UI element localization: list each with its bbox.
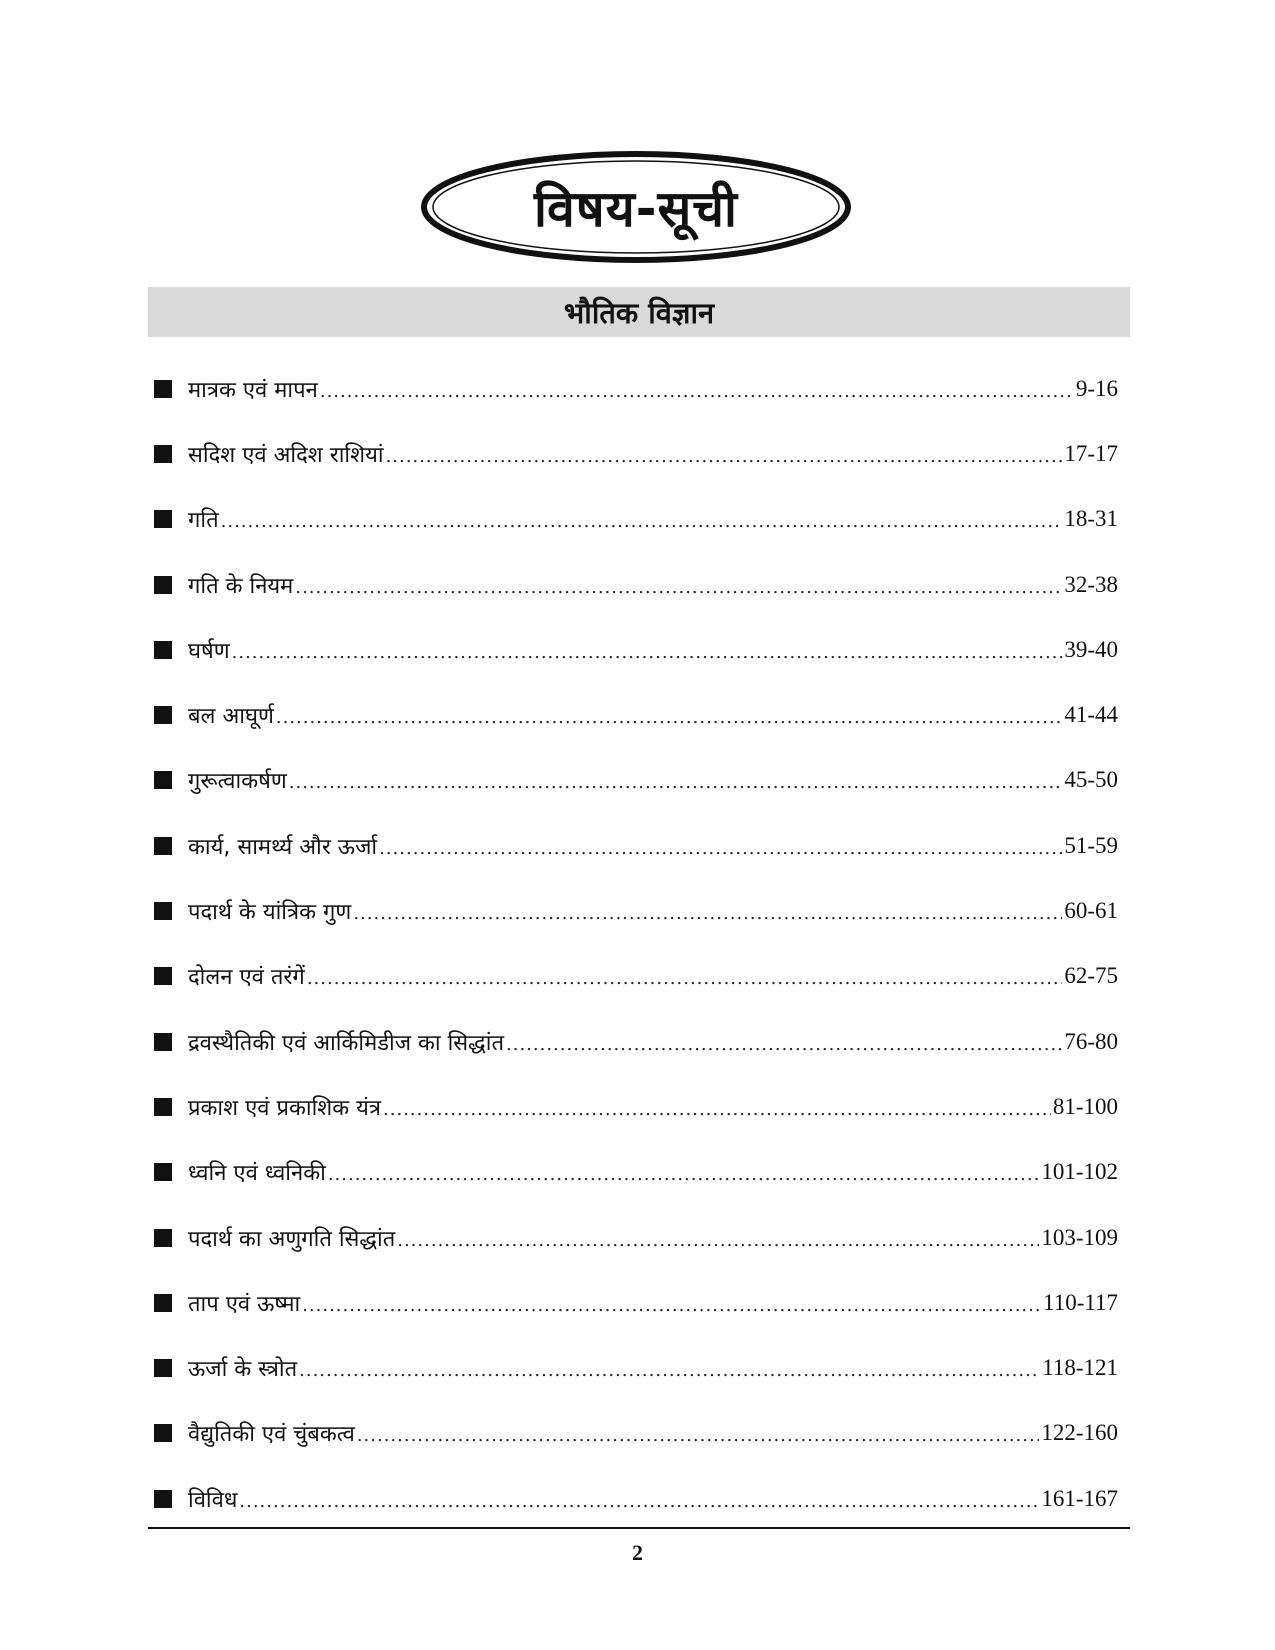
dot-leader <box>239 1487 1039 1511</box>
dot-leader <box>357 1421 1040 1445</box>
toc-entry <box>148 421 1118 486</box>
square-bullet-icon <box>154 380 172 398</box>
toc-entry-pages: 118-121 <box>1042 1355 1118 1381</box>
toc-entry-pages: 60-61 <box>1064 898 1118 924</box>
toc-entry <box>148 878 1118 943</box>
toc-entry <box>148 1009 1118 1074</box>
toc-entry-pages: 32-38 <box>1064 571 1118 597</box>
square-bullet-icon <box>154 1229 172 1247</box>
dot-leader <box>506 1030 1062 1054</box>
toc-entry <box>148 1401 1118 1466</box>
square-bullet-icon <box>154 771 172 789</box>
toc-entry-title: ऊर्जा के स्त्रोत <box>188 1357 298 1383</box>
toc-entry <box>148 487 1118 552</box>
square-bullet-icon <box>154 1424 172 1442</box>
square-bullet-icon <box>154 1294 172 1312</box>
toc-entry-title: मात्रक एवं मापन <box>188 377 318 403</box>
toc-entry-pages: 110-117 <box>1043 1289 1118 1315</box>
section-heading: भौतिक विज्ञान <box>148 287 1130 337</box>
dot-leader <box>328 1160 1040 1184</box>
square-bullet-icon <box>154 1163 172 1181</box>
toc-entry-title: दोलन एवं तरंगें <box>188 965 305 991</box>
toc-entry-title: विविध <box>188 1487 238 1513</box>
toc-entry <box>148 617 1118 682</box>
toc-entry-pages: 101-102 <box>1041 1159 1118 1185</box>
toc-entry <box>148 1140 1118 1205</box>
toc-entry <box>148 356 1118 421</box>
toc-entry-title: प्रकाश एवं प्रकाशिक यंत्र <box>188 1095 382 1121</box>
toc-entry-pages: 51-59 <box>1064 832 1118 858</box>
dot-leader <box>299 1356 1040 1380</box>
dot-leader <box>289 768 1063 792</box>
square-bullet-icon <box>154 967 172 985</box>
toc-entry-title: ध्वनि एवं ध्वनिकी <box>188 1161 326 1187</box>
toc-entry-pages: 41-44 <box>1064 702 1118 728</box>
dot-leader <box>379 834 1062 858</box>
toc-entry <box>148 552 1118 617</box>
toc-entry-title: ताप एवं ऊष्मा <box>188 1291 301 1317</box>
toc-entry-pages: 39-40 <box>1064 636 1118 662</box>
square-bullet-icon <box>154 902 172 920</box>
toc-entry-pages: 81-100 <box>1052 1093 1118 1119</box>
toc-entry <box>148 1074 1118 1139</box>
square-bullet-icon <box>154 1098 172 1116</box>
toc-entry-pages: 62-75 <box>1064 963 1118 989</box>
toc-entry-pages: 18-31 <box>1064 506 1118 532</box>
toc-entry <box>148 813 1118 878</box>
toc-entry <box>148 1270 1118 1335</box>
toc-entry-pages: 103-109 <box>1041 1224 1118 1250</box>
dot-leader <box>221 507 1063 531</box>
toc-entry-pages: 17-17 <box>1064 440 1118 466</box>
dot-leader <box>276 703 1062 727</box>
toc-entry-title: कार्य, सामर्थ्य और ऊर्जा <box>188 834 378 860</box>
toc-entry-title: गति <box>188 508 219 534</box>
square-bullet-icon <box>154 1033 172 1051</box>
dot-leader <box>386 442 1063 466</box>
toc-entry-title: गुरूत्वाकर्षण <box>188 769 287 795</box>
toc-entry-title: द्रवस्थैतिकी एवं आर्किमिडीज का सिद्धांत <box>188 1030 504 1056</box>
toc-entry-title: घर्षण <box>188 638 230 664</box>
toc-entry-pages: 161-167 <box>1041 1485 1118 1511</box>
dot-leader <box>302 1291 1041 1315</box>
square-bullet-icon <box>154 641 172 659</box>
toc-entry-pages: 76-80 <box>1064 1028 1118 1054</box>
dot-leader <box>397 1226 1039 1250</box>
toc-entry-pages: 9-16 <box>1075 375 1118 401</box>
toc-entry-pages: 45-50 <box>1064 767 1118 793</box>
page-number: 2 <box>632 1540 643 1565</box>
toc-entry <box>148 682 1118 747</box>
dot-leader <box>320 377 1074 401</box>
toc-entry-title: गति के नियम <box>188 573 294 599</box>
square-bullet-icon <box>154 510 172 528</box>
toc-entry <box>148 1466 1118 1531</box>
dot-leader <box>353 899 1062 923</box>
toc-entry <box>148 1205 1118 1270</box>
toc-entry <box>148 1335 1118 1400</box>
dot-leader <box>383 1095 1051 1119</box>
dot-leader <box>307 964 1063 988</box>
toc-entry-title: बल आघूर्ण <box>188 704 274 730</box>
dot-leader <box>232 638 1063 662</box>
square-bullet-icon <box>154 1359 172 1377</box>
toc-entry <box>148 944 1118 1009</box>
dot-leader <box>295 573 1062 597</box>
square-bullet-icon <box>154 445 172 463</box>
toc-entry-title: सदिश एवं अदिश राशियां <box>188 442 384 468</box>
table-of-contents <box>148 356 1118 1531</box>
toc-entry-title: वैद्युतिकी एवं चुंबकत्व <box>188 1422 355 1448</box>
square-bullet-icon <box>154 837 172 855</box>
square-bullet-icon <box>154 1490 172 1508</box>
toc-entry <box>148 748 1118 813</box>
footer-divider <box>148 1527 1130 1529</box>
toc-entry-title: पदार्थ के यांत्रिक गुण <box>188 900 352 926</box>
toc-entry-pages: 122-160 <box>1041 1420 1118 1446</box>
square-bullet-icon <box>154 576 172 594</box>
square-bullet-icon <box>154 706 172 724</box>
page-title: विषय-सूची <box>534 180 738 238</box>
title-oval-frame <box>418 148 854 266</box>
toc-entry-title: पदार्थ का अणुगति सिद्धांत <box>188 1226 396 1252</box>
